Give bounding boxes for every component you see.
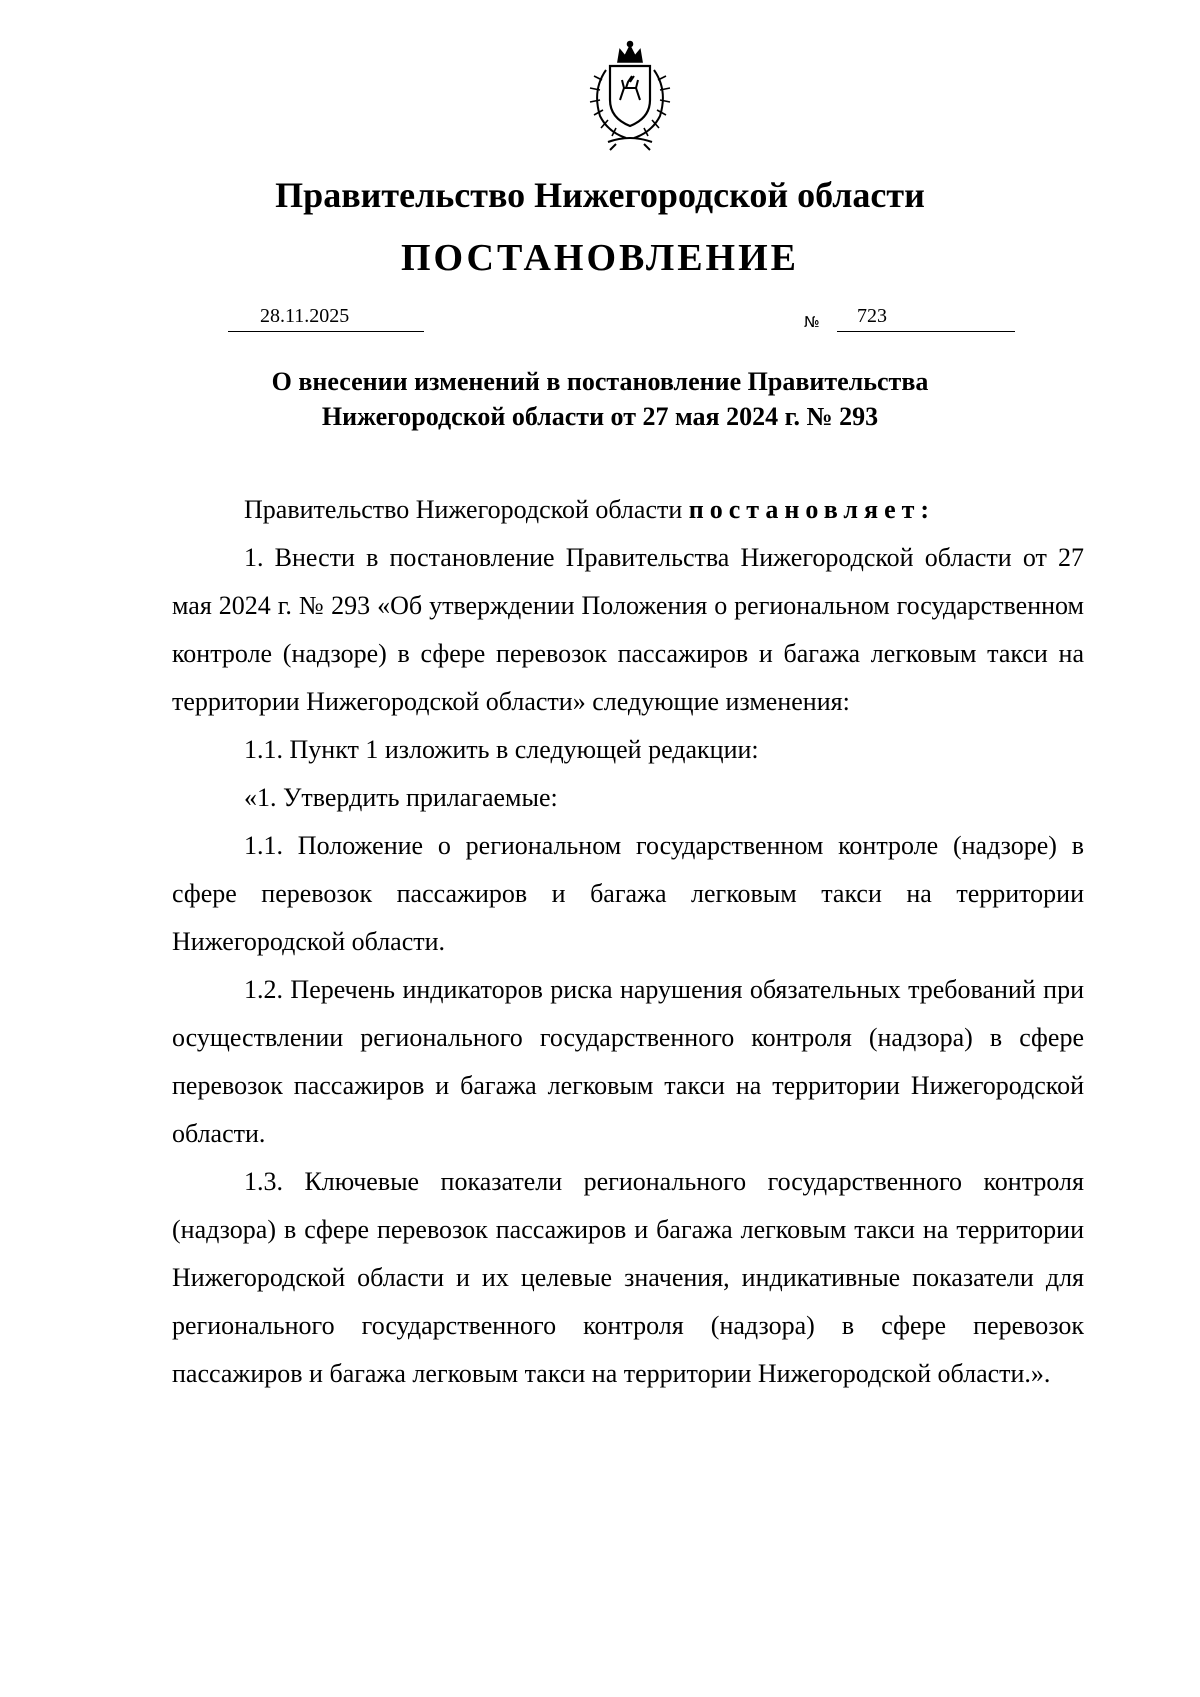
subject-line-1: О внесении изменений в постановление Правительства bbox=[271, 367, 929, 396]
number-sign: № bbox=[804, 313, 820, 331]
paragraph-new-1-2: 1.2. Перечень индикаторов риска нарушения обязательных требований при осуществлении регионального государственного контроля (надзора) в сфере перевозок пассажиров и багажа легковым такси на территории Нижегородской области. bbox=[172, 975, 1084, 1148]
paragraph-new-1-1: 1.1. Положение о региональном государственном контроле (надзоре) в сфере перевозок пассажиров и багажа легковым такси на территории Нижегородской области. bbox=[172, 831, 1084, 956]
document-date: 28.11.2025 bbox=[228, 304, 424, 332]
document-number: 723 bbox=[837, 304, 1015, 332]
preamble-action: постановляет: bbox=[688, 495, 936, 524]
document-type-title: ПОСТАНОВЛЕНИЕ bbox=[400, 237, 800, 279]
subject-line-2: Нижегородской области от 27 мая 2024 г. № 293 bbox=[321, 402, 879, 431]
paragraph-1: 1. Внести в постановление Правительства Нижегородской области от 27 мая 2024 г. № 293 «Об утверждении Положения о региональном государственном контроле (надзоре) в сфере перевозок пассажиров и багажа легковым такси на территории Нижегородской области» следующие изменения: bbox=[172, 543, 1084, 716]
preamble-text: Правительство Нижегородской области bbox=[244, 495, 689, 524]
paragraph-quote-start: «1. Утвердить прилагаемые: bbox=[244, 783, 558, 812]
preamble-paragraph bbox=[172, 486, 1084, 534]
coat-of-arms-icon bbox=[568, 40, 692, 152]
document-subject bbox=[0, 364, 1200, 434]
document-body bbox=[172, 486, 1084, 1398]
organization-title: Правительство Нижегородской области bbox=[275, 175, 925, 215]
paragraph-1-1: 1.1. Пункт 1 изложить в следующей редакции: bbox=[244, 735, 759, 764]
paragraph-new-1-3: 1.3. Ключевые показатели регионального государственного контроля (надзора) в сфере перевозок пассажиров и багажа легковым такси на территории Нижегородской области и их целевые значения, индикативные показатели для регионального государственного контроля (надзора) в сфере перевозок пассажиров и багажа легковым такси на территории Нижегородской области.». bbox=[172, 1167, 1084, 1388]
